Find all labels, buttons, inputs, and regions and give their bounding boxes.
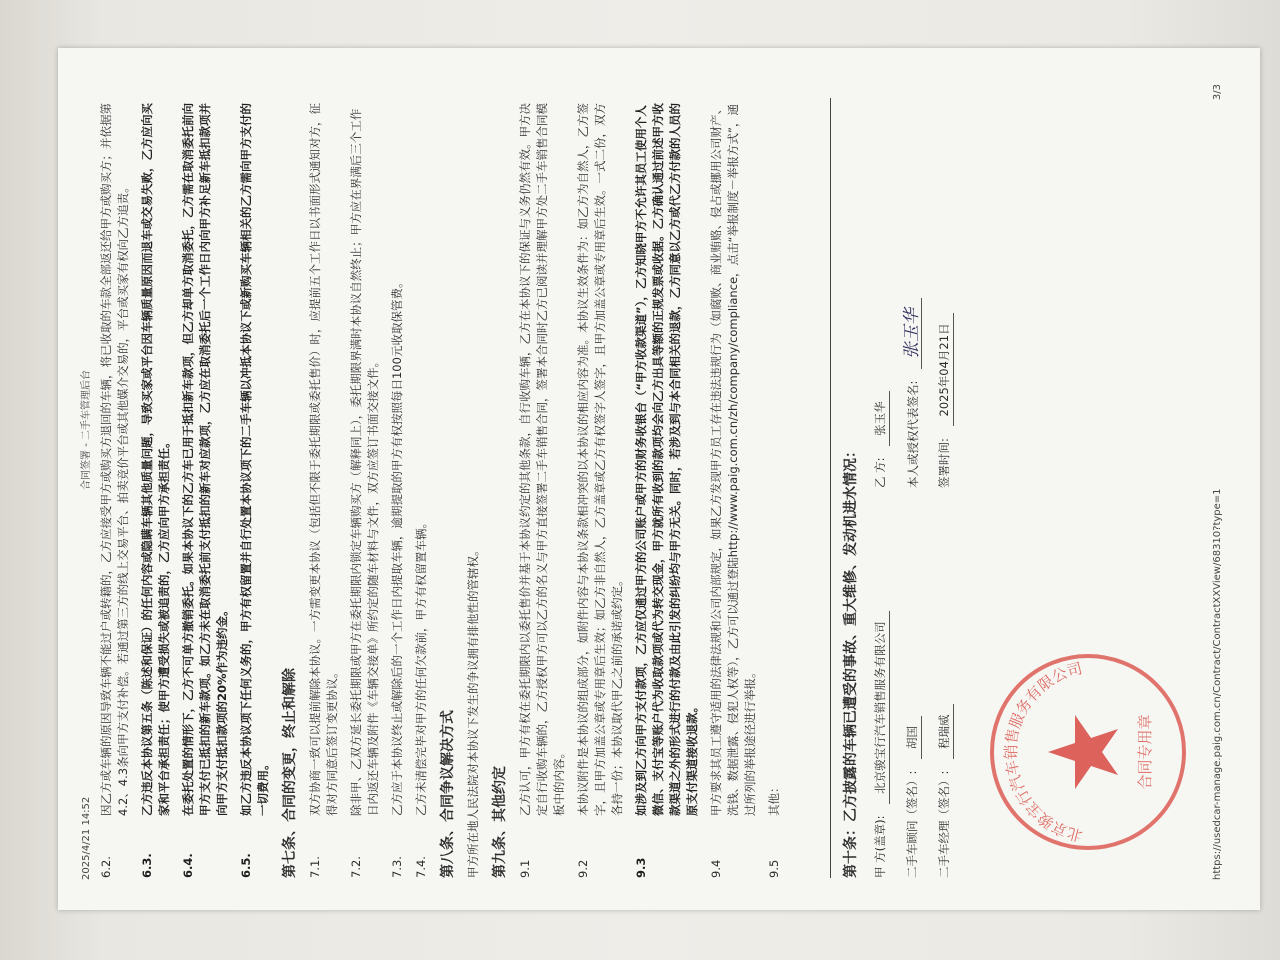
clause-text: 因乙方或车辆的原因导致车辆不能过户或转籍的，乙方应接受甲方或购买方退回的车辆，将已收取的车款全部返还给甲方或购买方；并依据第4.2、4.3条向甲方支付补偿。若通过第三方的线上交易平台、拍卖竞价平台或其他媒介交易的，平台或买家有权向乙方追责。 xyxy=(99,103,130,816)
clause-text: 乙方未清偿完毕对甲方的任何欠款前，甲方有权留置车辆。 xyxy=(414,517,428,816)
document-sheet xyxy=(58,48,1260,910)
clause-number: 7.3. xyxy=(390,856,404,878)
section-9-title: 第九条、其他约定 xyxy=(492,766,508,878)
party-a-column xyxy=(872,488,968,878)
clause-6-4 xyxy=(180,98,231,878)
clause-7-2 xyxy=(348,98,382,878)
clause-number: 9.2 xyxy=(576,859,590,878)
date-line xyxy=(936,98,954,488)
print-datetime: 2025/4/21 14:52 xyxy=(81,796,92,880)
clause-text: 双方协商一致可以提前解除本协议。一方需变更本协议（包括但不限于委托期限或委托售价）时，应提前五个工作日以书面形式通知对方，征得对方同意后签订变更协议。 xyxy=(308,103,339,816)
clause-text: 如乙方违反本协议项下任何义务的，甲方有权留置并自行处置本协议项下的二手车辆以冲抵本协议下或新购买车辆相关的乙方需向甲方支付的一切费用。 xyxy=(239,103,270,816)
manager-value: 程瑞威 xyxy=(936,704,954,759)
handwritten-signature: 张玉华 xyxy=(904,298,922,369)
section-7-title: 第七条、合同的变更，终止和解除 xyxy=(282,668,298,878)
clause-number: 6.5. xyxy=(239,853,253,878)
clause-text: 乙方认可，甲方有权在委托期限内以委托售价并基于本协议约定的其他条款，自行收购车辆，乙方在本协议下的保证与义务仍然有效。甲方决定自行收购车辆的，乙方授权甲方可以乙方的名义与甲方直接签署二手车销售合同，签署本合同时乙方已阅读并理解甲方处二手车销售合同模板中的内容。 xyxy=(518,103,566,816)
clause-9-3 xyxy=(633,98,701,878)
clause-text: 在委托处置的情形下，乙方不可单方撤销委托。如果本协议下的乙方车已用于抵扣新车款项，但乙方却单方取消委托，乙方需在取消委托前向甲方支付已抵扣的新车款项。如乙方未在取消委托前支付抵扣的新车对应款项，乙方应在取消委托后一个工作日内向甲方补足新车抵扣款项并向甲方支付抵扣款项的20%作为违约金。 xyxy=(181,103,229,816)
section-8-title: 第八条、合同争议解决方式 xyxy=(440,710,456,878)
other-blank-line xyxy=(790,98,831,878)
authorized-line xyxy=(904,98,922,488)
authorized-label: 本人或授权代表签名: xyxy=(906,380,920,488)
clause-number: 7.2. xyxy=(349,856,363,878)
signature-block xyxy=(872,98,968,878)
clause-9-2 xyxy=(575,98,626,878)
company-seal-icon xyxy=(978,642,1198,862)
clause-number: 7.1. xyxy=(308,856,322,878)
seal-bottom-text: 合同专用章 xyxy=(1136,714,1154,790)
clause-number: 7.4. xyxy=(414,856,428,878)
clause-number: 6.4. xyxy=(181,853,195,878)
party-b-label: 乙 方: xyxy=(873,457,887,488)
clause-number: 6.3. xyxy=(140,853,154,878)
footer-url: https://usedcar-manage.paig.com.cn/Contract/ContractXXView/68310?type=1 xyxy=(1212,488,1223,880)
consultant-value: 胡国 xyxy=(904,716,922,759)
clause-number: 9.3 xyxy=(634,857,648,878)
party-a-label: 甲 方(盖章): xyxy=(873,815,887,878)
party-a-value: 北京骏宝行汽车销售服务有限公司 xyxy=(872,611,890,804)
clause-9-1 xyxy=(517,98,568,878)
clause-7-1 xyxy=(307,98,341,878)
clause-6-5 xyxy=(238,98,272,878)
clause-text: 其他： xyxy=(767,781,781,816)
contract-body xyxy=(98,98,968,878)
manager-line xyxy=(936,488,954,878)
clause-number: 9.4 xyxy=(709,859,723,878)
consultant-label: 二手车顾问（签名）: xyxy=(905,770,919,878)
section-8-text: 甲方所在地人民法院对本协议下发生的争议拥有排他性的管辖权。 xyxy=(466,544,480,878)
clause-text: 本协议附件是本协议的组成部分，如附件内容与本协议条款相冲突的以本协议的相应内容为准。本协议生效条件为：如乙方为自然人，乙方签字，且甲方加盖公章或专用章后生效；如乙方非自然人，乙方盖章或乙方有权签字人签字，且甲方加盖公章或专用章后生效。一式二份，双方各持一份；本协议取代甲乙之前的承诺或约定。 xyxy=(576,103,624,816)
clauses-6 xyxy=(98,98,272,878)
party-b-value: 张玉华 xyxy=(872,391,890,446)
section-10-title: 第十条：乙方披露的车辆已遭受的事故、重大维修、发动机进水情况： xyxy=(843,444,859,878)
contract-page xyxy=(58,48,1260,910)
clause-text: 乙方应于本协议终止或解除后的一个工作日内提取车辆，逾期提取的甲方有权按照每日100元收取保管费。 xyxy=(390,276,404,816)
clause-6-3 xyxy=(139,98,173,878)
party-b-line xyxy=(872,98,890,488)
clause-text: 除非甲、乙双方延长委托期限或甲方在委托期限内锁定车辆购买方（解释同上），委托期限界满时本协议自然终止；甲方应在界满后三个工作日内返还车辆及附件《车辆交接单》所约定的随车材料与文件，双方应签订书面交接文件。 xyxy=(349,108,380,816)
clause-7-3 xyxy=(389,98,406,878)
date-value: 2025年04月21日 xyxy=(936,313,954,426)
clause-number: 6.2. xyxy=(99,856,113,878)
party-a-line xyxy=(872,488,890,878)
clause-number: 9.5 xyxy=(767,859,781,878)
clause-9-4 xyxy=(708,98,759,878)
seal-top-text: 北京骏宝行汽车销售服务有限公司 xyxy=(1002,659,1085,845)
clause-number: 9.1 xyxy=(518,859,532,878)
clause-7-4 xyxy=(413,98,430,878)
clause-text: 如涉及到乙方向甲方支付款项，乙方应仅通过甲方的公司账户或甲方的财务收银台（“甲方收款渠道”），乙方知晓甲方不允许其员工使用个人微信、支付宝等账户代为收取款项或代为转交现金，甲方就所有收到的款项均会向乙方出具等额的正规发票或收据。乙方确认通过前述甲方收款渠道之外的形式进行的付款及由此引发的纠纷均与甲方无关。同时，若涉及到与本合同相关的退款，乙方同意以乙方或代乙方付款的人员的原支付渠道接收退款。 xyxy=(634,103,699,816)
clause-9-5 xyxy=(766,98,783,878)
page-number: 3/3 xyxy=(1212,84,1223,101)
clause-text: 甲方要求其员工遵守适用的法律法规和公司内部规定，如果乙方发现甲方员工存在违法违规行为（如腐败、商业贿赂、侵占或挪用公司财产、洗钱、数据泄露、侵犯人权等），乙方可以通过登陆http://www.paig.com.cn/zh/company/compliance，点击“举报制度－举报方式”，通过所列的举报途径进行举报。 xyxy=(709,103,757,816)
print-title: 合同签署 - 二手车管理后台 xyxy=(81,370,92,490)
clause-text: 乙方违反本协议第五条（陈述和保证）的任何内容或隐瞒车辆其他质量问题，导致买家或平台因车辆质量原因而退车或交易失败，乙方应向买家和平台承担责任；使甲方遭受损失或被追责的，乙方应向甲方承担责任。 xyxy=(140,103,171,816)
party-b-column xyxy=(872,98,968,488)
manager-label: 二手车经理（签名）: xyxy=(937,770,951,878)
clause-6-2 xyxy=(98,98,132,878)
consultant-line xyxy=(904,488,922,878)
date-label: 签署时间: xyxy=(937,438,951,488)
